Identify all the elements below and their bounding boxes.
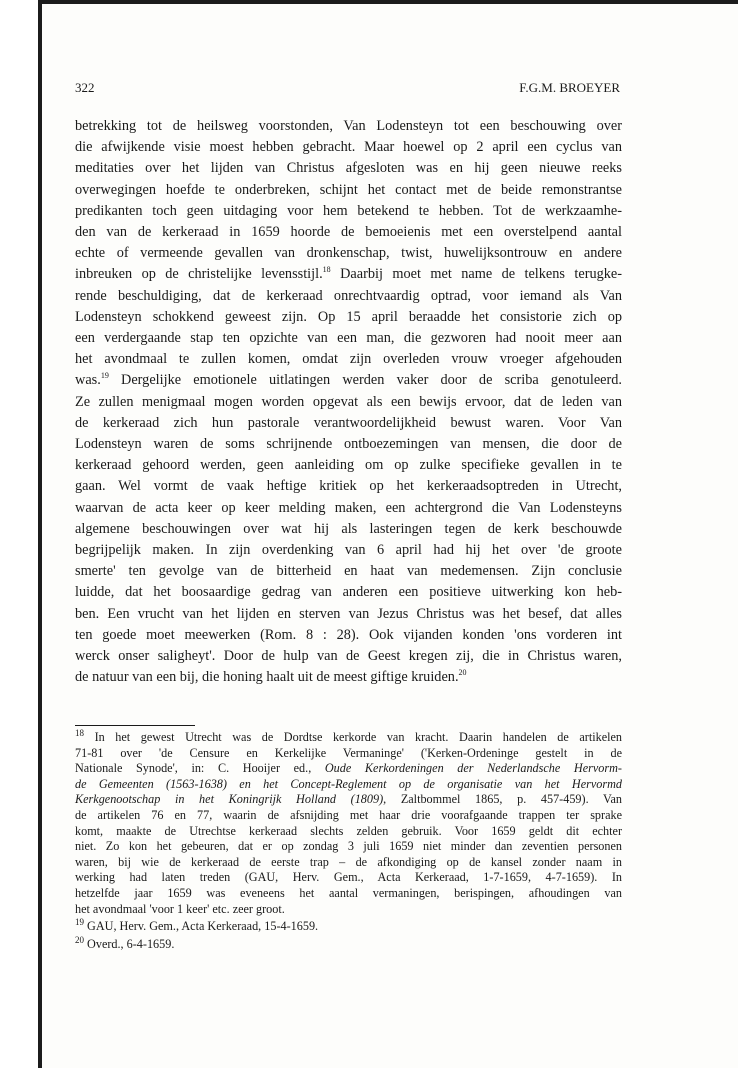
footnote-18 bbox=[75, 727, 622, 917]
footnote-text: Overd., 6-4-1659. bbox=[87, 936, 175, 951]
footnote-line bbox=[75, 934, 622, 953]
body-line: Lodensteyn schokkend geweest zijn. Op 15 april beraadde het consistorie zich op bbox=[75, 308, 622, 325]
body-line: begrijpelijk maken. In zijn overdenking van 6 april had hij het over 'de groote bbox=[75, 542, 622, 559]
footnote-text: Nationale Synode', in: C. Hooijer ed., bbox=[75, 761, 325, 776]
body-line: ben. Een vrucht van het lijden en sterven van Jezus Christus was het besef, dat alles bbox=[75, 605, 622, 622]
body-line-text: Daarbij moet met name de telkens terugke- bbox=[330, 266, 623, 283]
body-line: rende beschuldiging, dat de kerkeraad onrechtvaardig optrad, voor iemand als Van bbox=[75, 287, 622, 304]
footnote-line bbox=[75, 919, 622, 935]
footnote-line bbox=[75, 727, 622, 746]
body-line: overwegingen hoefde te onderbreken, schijnt het contact met de beide remonstrantse bbox=[75, 181, 622, 198]
body-line-text: de natuur van een bij, die honing haalt uit de meest giftige kruiden. bbox=[75, 669, 459, 686]
footnote-line bbox=[75, 792, 622, 808]
footnote-line bbox=[75, 761, 622, 777]
footnote-ref: 18 bbox=[322, 265, 331, 275]
footnote-line: hetzelfde jaar 1659 was eveneens het aantal vermaningen, berispingen, afhoudingen van bbox=[75, 885, 622, 900]
body-line bbox=[75, 370, 622, 391]
body-line: Lodensteyn waren de soms schrijnende ontboezemingen van mensen, die door de bbox=[75, 436, 622, 453]
body-line: den van de kerkeraad in 1659 hoorde de bemoeienis met een overstelpend aantal bbox=[75, 224, 622, 241]
body-line: een verdergaande stap ten opzichte van een man, die gezworen had nooit meer aan bbox=[75, 330, 622, 347]
footnote-line: komt, maakte de Utrechtse kerkeraad slechts zelden gebruik. Voor 1659 geldt dit echter bbox=[75, 823, 622, 838]
footnote-line: niet. Zo kon het gebeuren, dat er op zondag 3 juli 1659 niet minder dan zeventien personen bbox=[75, 839, 622, 854]
body-line: gaan. Wel vormt de vaak heftige kritiek op het kerkeraadsoptreden in Utrecht, bbox=[75, 478, 622, 495]
footnote-title-italic: Kerkgenootschap in het Koningrijk Holland (1809) bbox=[75, 792, 384, 807]
footnote-number: 18 bbox=[75, 727, 84, 738]
footnote-20 bbox=[75, 934, 622, 953]
body-line-text: was. bbox=[75, 372, 101, 389]
footnote-line: de artikelen 76 en 77, waarin de afsnijding met haar drie voorafgaande trappen ter sprake bbox=[75, 807, 622, 822]
page-header bbox=[75, 80, 620, 96]
body-line-text: inbreuken op de christelijke levensstijl. bbox=[75, 266, 323, 283]
body-line: Ze zullen menigmaal mogen worden opgevat als een bewijs ervoor, dat de leden van bbox=[75, 393, 622, 410]
body-line: echte of vermeende gevallen van dronkenschap, twist, huwelijksontrouw en andere bbox=[75, 245, 622, 262]
body-line: waarvan de acta keer op keer melding maken, een achtergrond die Van Lodensteyns bbox=[75, 499, 622, 516]
body-line: werck onser saligheyt'. Door de hulp van de Geest kregen zij, die in Christus waren, bbox=[75, 648, 622, 665]
body-line: betrekking tot de heilsweg voorstonden, Van Lodensteyn tot een beschouwing over bbox=[75, 118, 622, 134]
body-line: het avondmaal te zullen komen, omdat zijn overleden vrouw vroeger afgehouden bbox=[75, 351, 622, 368]
footnote-ref: 19 bbox=[100, 371, 109, 381]
body-line: de kerkeraad zich hun pastorale verantwoordelijkheid bewust waren. Voor Van bbox=[75, 414, 622, 431]
running-head: F.G.M. BROEYER bbox=[519, 80, 620, 95]
footnote-line: 71-81 over 'de Censure en Kerkelijke Vermaninge' ('Kerken-Ordeninge gestelt in de bbox=[75, 745, 622, 760]
footnote-number: 19 bbox=[75, 917, 84, 928]
footnote-line: waren, bij wie de kerkeraad de eerste trap – de afkondiging op de kansel zonder naam in bbox=[75, 854, 622, 869]
body-line: meditaties over het lijden van Christus afgesloten was en hij geen nieuwe reeks bbox=[75, 160, 622, 177]
footnote-line: werking had laten treden (GAU, Herv. Gem., Acta Kerkeraad, 1-7-1659, 4-7-1659). In bbox=[75, 870, 622, 885]
body-line bbox=[75, 264, 622, 285]
body-line: luidde, dat het boosaardige gedrag van anderen een positieve uitwerking kon heb- bbox=[75, 584, 622, 601]
body-line: die afwijkende visie moest hebben gebracht. Maar hoewel op 2 april een cyclus van bbox=[75, 139, 622, 156]
footnote-text: GAU, Herv. Gem., Acta Kerkeraad, 15-4-1659. bbox=[87, 919, 319, 934]
footnote-text: , Zaltbommel 1865, p. 457-459). Van bbox=[383, 792, 622, 807]
footnote-19 bbox=[75, 919, 622, 935]
footnote-number: 20 bbox=[75, 934, 84, 945]
body-text bbox=[75, 116, 622, 688]
footnote-line bbox=[75, 777, 622, 793]
body-line-text: Dergelijke emotionele uitlatingen werden vaker door de scriba genotuleerd. bbox=[108, 372, 622, 389]
footnote-text: In het gewest Utrecht was de Dordtse kerkorde van kracht. Daarin handelen de artikelen bbox=[94, 730, 622, 744]
footnotes bbox=[75, 727, 622, 954]
body-line: ten goede moet meewerken (Rom. 8 : 28). Ook vijanden konden 'ons vorderen int bbox=[75, 626, 622, 643]
footnote-line: het avondmaal 'voor 1 keer' etc. zeer groot. bbox=[75, 901, 285, 916]
footnote-title-italic: Oude Kerkordeningen der Nederlandsche Hervorm- bbox=[324, 761, 622, 776]
body-line bbox=[75, 667, 622, 688]
footnote-title-italic: de Gemeenten (1563-1638) en het Concept-Reglement op de organisatie van het Hervormd bbox=[75, 776, 622, 791]
body-line: algemene beschouwingen over wat hij als lasteringen tegen de kerk beschouwde bbox=[75, 520, 622, 537]
body-line: smerte' ten gevolge van de bitterheid en haat van medemensen. Zijn conclusie bbox=[75, 563, 622, 580]
body-line: kerkeraad gehoord werden, geen aanleiding om op zulke specifieke gevallen in te bbox=[75, 457, 622, 474]
page-number: 322 bbox=[75, 80, 95, 95]
footnote-separator bbox=[75, 725, 195, 726]
footnote-ref: 20 bbox=[458, 668, 467, 678]
body-line: predikanten toch geen uitdaging voor hem betekend te hebben. Tot de werkzaamhe- bbox=[75, 202, 622, 219]
